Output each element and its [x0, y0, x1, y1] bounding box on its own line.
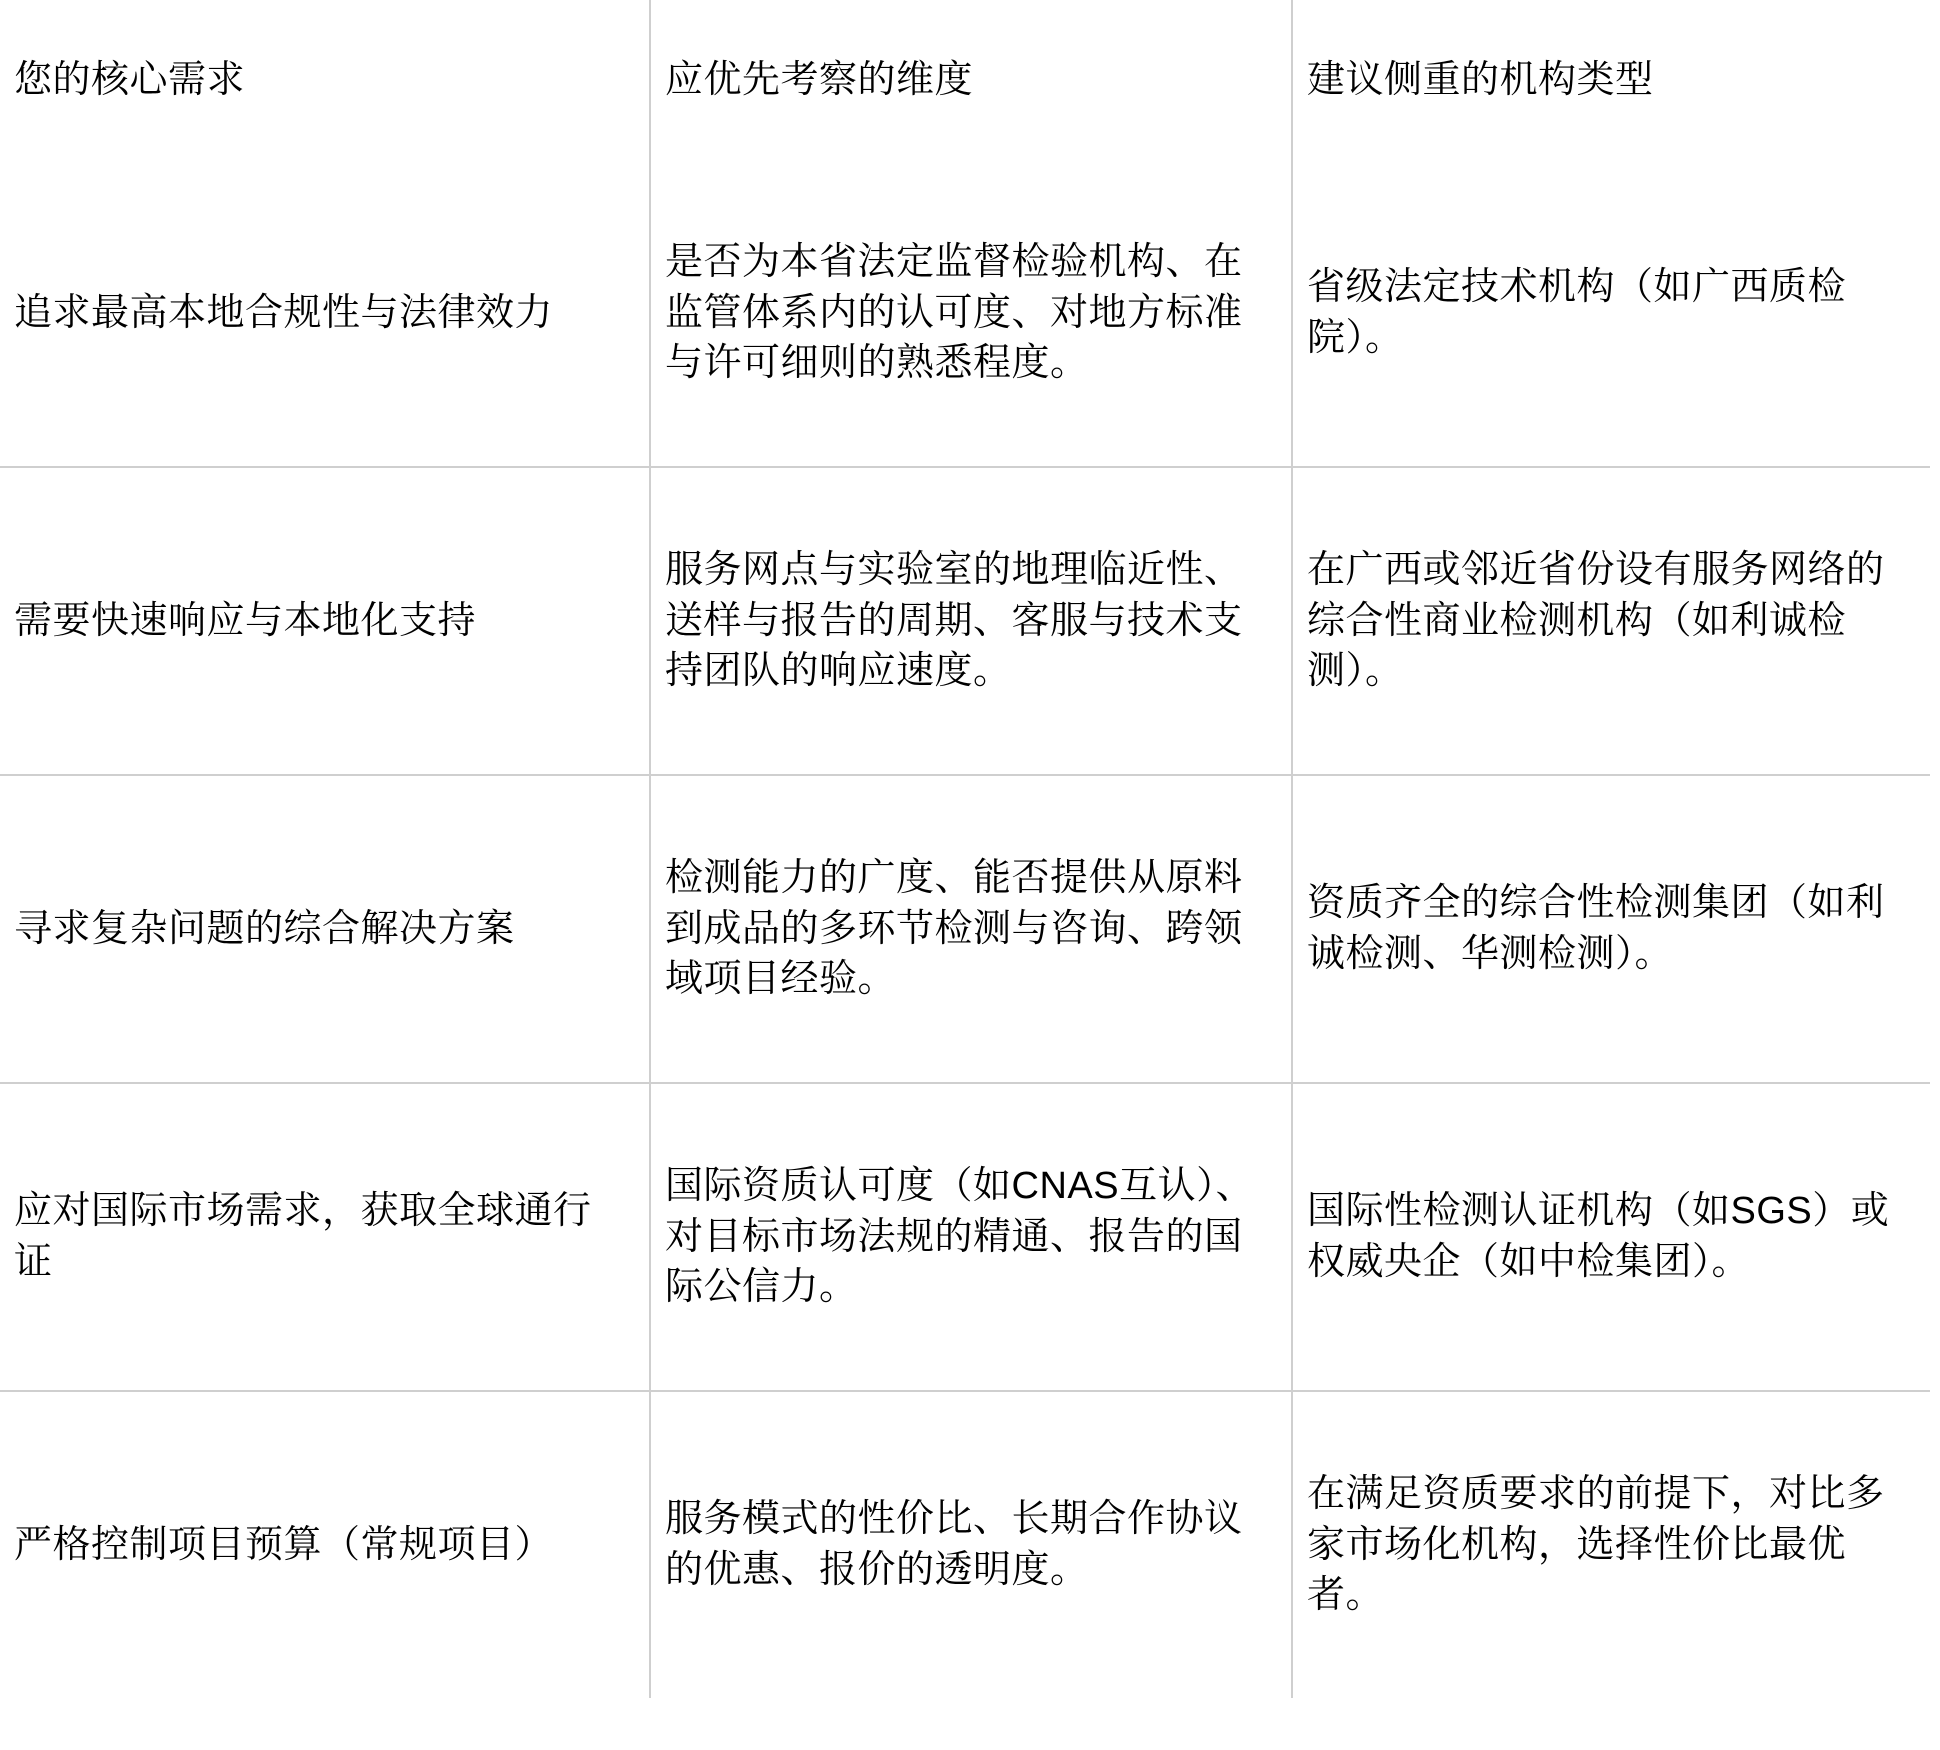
cell-dimension [650, 1391, 1292, 1698]
cell-institution [1292, 775, 1930, 1083]
cell-dimension-text: 服务模式的性价比、长期合作协议的优惠、报价的透明度。 [665, 1498, 1243, 1591]
table-body [0, 160, 1930, 1698]
cell-need-text: 追求最高本地合规性与法律效力 [14, 291, 554, 334]
cell-institution-text: 省级法定技术机构（如广西质检院）。 [1307, 266, 1847, 359]
cell-institution-text: 在满足资质要求的前提下，对比多家市场化机构，选择性价比最优者。 [1307, 1472, 1885, 1617]
table-row [0, 775, 1930, 1083]
column-header-need-label: 您的核心需求 [14, 58, 246, 101]
table-header-row [0, 0, 1930, 160]
cell-dimension-text: 服务网点与实验室的地理临近性、送样与报告的周期、客服与技术支持团队的响应速度。 [665, 548, 1243, 693]
cell-need [0, 1391, 650, 1698]
cell-dimension [650, 775, 1292, 1083]
column-header-dimension-label: 应优先考察的维度 [665, 58, 974, 101]
cell-need-text: 寻求复杂问题的综合解决方案 [14, 907, 515, 950]
cell-institution [1292, 1083, 1930, 1391]
column-header-dimension [650, 0, 1292, 160]
cell-need [0, 467, 650, 775]
column-header-institution-label: 建议侧重的机构类型 [1307, 58, 1654, 101]
table-row [0, 160, 1930, 467]
cell-institution-text: 资质齐全的综合性检测集团（如利诚检测、华测检测）。 [1307, 882, 1885, 975]
cell-need-text: 需要快速响应与本地化支持 [14, 599, 477, 642]
cell-institution [1292, 467, 1930, 775]
cell-dimension [650, 160, 1292, 467]
cell-dimension-text: 是否为本省法定监督检验机构、在监管体系内的认可度、对地方标准与许可细则的熟悉程度。 [665, 240, 1243, 385]
column-header-institution [1292, 0, 1930, 160]
table-row [0, 467, 1930, 775]
column-header-need [0, 0, 650, 160]
cell-dimension-text: 国际资质认可度（如CNAS互认）、对目标市场法规的精通、报告的国际公信力。 [665, 1164, 1255, 1309]
cell-need [0, 775, 650, 1083]
cell-need [0, 160, 650, 467]
cell-need [0, 1083, 650, 1391]
cell-institution [1292, 160, 1930, 467]
cell-dimension [650, 1083, 1292, 1391]
table-row [0, 1391, 1930, 1698]
cell-dimension [650, 467, 1292, 775]
table-row [0, 1083, 1930, 1391]
cell-need-text: 严格控制项目预算（常规项目） [14, 1523, 554, 1566]
cell-institution [1292, 1391, 1930, 1698]
cell-institution-text: 国际性检测认证机构（如SGS）或权威央企（如中检集团）。 [1307, 1190, 1890, 1283]
table-header [0, 0, 1930, 160]
cell-institution-text: 在广西或邻近省份设有服务网络的综合性商业检测机构（如利诚检测）。 [1307, 548, 1885, 693]
cell-dimension-text: 检测能力的广度、能否提供从原料到成品的多环节检测与咨询、跨领域项目经验。 [665, 856, 1243, 1001]
cell-need-text: 应对国际市场需求，获取全球通行证 [14, 1190, 592, 1283]
